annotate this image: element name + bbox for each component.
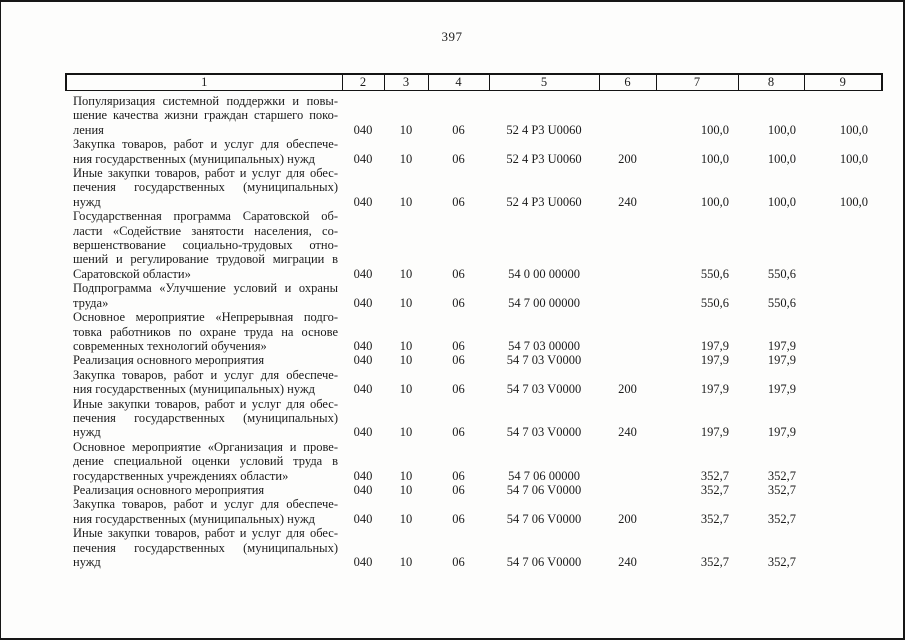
cell-c5: 54 7 03 V0000 — [506, 382, 582, 397]
cell-c4: 06 — [452, 151, 465, 166]
cell-c6: 240 — [618, 555, 637, 569]
cell-c7: 550,6 — [700, 295, 729, 310]
table-row — [66, 91, 882, 138]
cell-c9 — [804, 397, 882, 440]
cell-c3: 10 — [399, 425, 413, 440]
row-name: Основное мероприятие «Организация и прове- дение специальной оценки условий труда в государственных учреждениях области» — [73, 439, 338, 483]
cell-c9 — [804, 310, 882, 353]
row-name: Государственная программа Саратовской об- ласти «Содействие занятости населения, со- вершенствование социально-трудовых отно- шений и регулирование трудовой миграции в Саратовской области» — [73, 209, 338, 281]
row-name: Закупка товаров, работ и услуг для обеспече- ния государственных (муниципальных) нужд — [73, 367, 338, 397]
cell-c4: 06 — [452, 555, 465, 569]
table-row — [66, 137, 882, 166]
cell-c7: 100,0 — [700, 194, 729, 209]
cell-c7: 197,9 — [700, 425, 729, 440]
column-header-3: 3 — [384, 74, 428, 91]
cell-c7: 197,9 — [700, 353, 729, 368]
cell-c6: 240 — [618, 425, 637, 440]
table-row — [66, 497, 882, 526]
cell-c5: 52 4 P3 U0060 — [506, 194, 582, 209]
cell-c4: 06 — [452, 353, 465, 368]
cell-c3: 10 — [399, 266, 413, 281]
cell-c6 — [599, 483, 656, 497]
cell-c9 — [804, 209, 882, 281]
cell-c5: 54 7 03 V0000 — [506, 353, 582, 368]
cell-c8: 352,7 — [767, 511, 796, 526]
cell-c5: 52 4 P3 U0060 — [506, 122, 582, 137]
cell-c6: 240 — [618, 194, 637, 209]
row-name: Иные закупки товаров, работ и услуг для обес- печения государственных (муниципальных) нужд — [73, 396, 338, 440]
cell-c9 — [804, 353, 882, 367]
cell-c6 — [599, 209, 656, 281]
cell-c7: 352,7 — [700, 482, 729, 497]
cell-c4: 06 — [452, 482, 465, 497]
cell-c8: 100,0 — [767, 194, 796, 209]
cell-c4: 06 — [452, 295, 465, 310]
table-row — [66, 440, 882, 483]
table-row — [66, 483, 882, 497]
table-row — [66, 310, 882, 353]
cell-c4: 06 — [452, 511, 465, 526]
cell-c2: 040 — [353, 425, 373, 440]
cell-c2: 040 — [353, 382, 373, 397]
cell-c5: 52 4 P3 U0060 — [506, 151, 582, 166]
cell-c8: 100,0 — [767, 122, 796, 137]
cell-c6: 200 — [618, 151, 637, 166]
cell-c2: 040 — [353, 194, 373, 209]
column-header-6: 6 — [599, 74, 656, 91]
cell-c2: 040 — [353, 338, 373, 353]
cell-c7: 100,0 — [700, 151, 729, 166]
table-row — [66, 209, 882, 281]
cell-c4: 06 — [452, 425, 465, 440]
column-header-4: 4 — [428, 74, 489, 91]
cell-c9: 100,0 — [839, 194, 868, 209]
cell-c5: 54 7 03 V0000 — [506, 425, 582, 440]
cell-c6 — [599, 281, 656, 310]
cell-c2: 040 — [353, 122, 373, 137]
budget-table — [65, 73, 883, 569]
cell-c7: 352,7 — [700, 468, 729, 483]
cell-c2: 040 — [353, 295, 373, 310]
cell-c5: 54 7 06 V0000 — [506, 511, 582, 526]
cell-c6 — [599, 91, 656, 138]
cell-c2: 040 — [353, 511, 373, 526]
cell-c8: 197,9 — [767, 353, 796, 368]
cell-c9 — [804, 497, 882, 526]
cell-c9 — [804, 368, 882, 397]
row-name: Подпрограмма «Улучшение условий и охраны труда» — [73, 281, 338, 310]
cell-c5: 54 0 00 00000 — [508, 266, 580, 281]
row-name: Иные закупки товаров, работ и услуг для обес- печения государственных (муниципальных) нужд — [73, 166, 338, 209]
cell-c5: 54 7 00 00000 — [508, 295, 580, 310]
cell-c2: 040 — [353, 353, 373, 368]
cell-c7: 100,0 — [700, 122, 729, 137]
cell-c8: 550,6 — [767, 295, 796, 310]
cell-c9 — [804, 281, 882, 310]
cell-c3: 10 — [399, 295, 413, 310]
cell-c5: 54 7 06 00000 — [508, 468, 580, 483]
table-body — [66, 91, 882, 570]
cell-c7: 197,9 — [700, 382, 729, 397]
cell-c8: 352,7 — [767, 555, 796, 569]
cell-c9: 100,0 — [839, 122, 868, 137]
cell-c3: 10 — [399, 122, 413, 137]
table-row — [66, 526, 882, 569]
column-header-9: 9 — [804, 74, 882, 91]
column-header-2: 2 — [342, 74, 384, 91]
cell-c6 — [599, 353, 656, 367]
column-header-7: 7 — [656, 74, 738, 91]
cell-c9 — [804, 483, 882, 497]
cell-c5: 54 7 03 00000 — [508, 338, 580, 353]
cell-c8: 100,0 — [767, 151, 796, 166]
table-row — [66, 281, 882, 310]
cell-c3: 10 — [399, 194, 413, 209]
column-header-1: 1 — [66, 74, 342, 91]
row-name: Закупка товаров, работ и услуг для обеспече- ния государственных (муниципальных) нужд — [73, 137, 338, 166]
cell-c3: 10 — [399, 555, 413, 569]
page-number: 397 — [441, 29, 463, 44]
cell-c3: 10 — [399, 338, 413, 353]
cell-c2: 040 — [353, 151, 373, 166]
cell-c4: 06 — [452, 122, 465, 137]
cell-c8: 197,9 — [767, 382, 796, 397]
cell-c3: 10 — [399, 382, 413, 397]
cell-c5: 54 7 06 V0000 — [506, 482, 582, 497]
cell-c2: 040 — [353, 266, 373, 281]
cell-c4: 06 — [452, 338, 465, 353]
table-row — [66, 397, 882, 440]
cell-c9: 100,0 — [839, 151, 868, 166]
cell-c3: 10 — [399, 482, 413, 497]
cell-c7: 550,6 — [700, 266, 729, 281]
cell-c4: 06 — [452, 468, 465, 483]
row-name: Закупка товаров, работ и услуг для обеспече- ния государственных (муниципальных) нужд — [73, 497, 338, 526]
row-name: Реализация основного мероприятия — [73, 353, 265, 368]
table-header-row — [66, 74, 882, 91]
cell-c6: 200 — [618, 382, 637, 397]
cell-c2: 040 — [353, 468, 373, 483]
table-row — [66, 166, 882, 209]
table-header — [66, 74, 882, 91]
cell-c7: 352,7 — [700, 555, 729, 569]
cell-c7: 197,9 — [700, 338, 729, 353]
cell-c8: 550,6 — [767, 266, 796, 281]
cell-c8: 352,7 — [767, 482, 796, 497]
cell-c8: 197,9 — [767, 338, 796, 353]
cell-c4: 06 — [452, 194, 465, 209]
cell-c3: 10 — [399, 468, 413, 483]
cell-c6 — [599, 310, 656, 353]
cell-c9 — [804, 440, 882, 483]
cell-c3: 10 — [399, 151, 413, 166]
table-row — [66, 353, 882, 367]
cell-c9 — [804, 526, 882, 569]
column-header-5: 5 — [489, 74, 599, 91]
cell-c6: 200 — [618, 511, 637, 526]
cell-c7: 352,7 — [700, 511, 729, 526]
cell-c6 — [599, 440, 656, 483]
cell-c8: 197,9 — [767, 425, 796, 440]
cell-c2: 040 — [353, 482, 373, 497]
row-name: Реализация основного мероприятия — [73, 482, 265, 497]
row-name: Популяризация системной поддержки и повы- шение качества жизни граждан старшего поко- ления — [73, 94, 338, 137]
cell-c4: 06 — [452, 382, 465, 397]
cell-c3: 10 — [399, 511, 413, 526]
cell-c8: 352,7 — [767, 468, 796, 483]
cell-c5: 54 7 06 V0000 — [506, 555, 582, 569]
row-name: Иные закупки товаров, работ и услуг для обес- печения государственных (муниципальных) нужд — [73, 526, 338, 569]
cell-c2: 040 — [353, 555, 373, 569]
table-row — [66, 368, 882, 397]
cell-c3: 10 — [399, 353, 413, 368]
row-name: Основное мероприятие «Непрерывная подго- товка работников по охране труда на основе современных технологий обучения» — [73, 310, 338, 353]
column-header-8: 8 — [738, 74, 804, 91]
cell-c4: 06 — [452, 266, 465, 281]
